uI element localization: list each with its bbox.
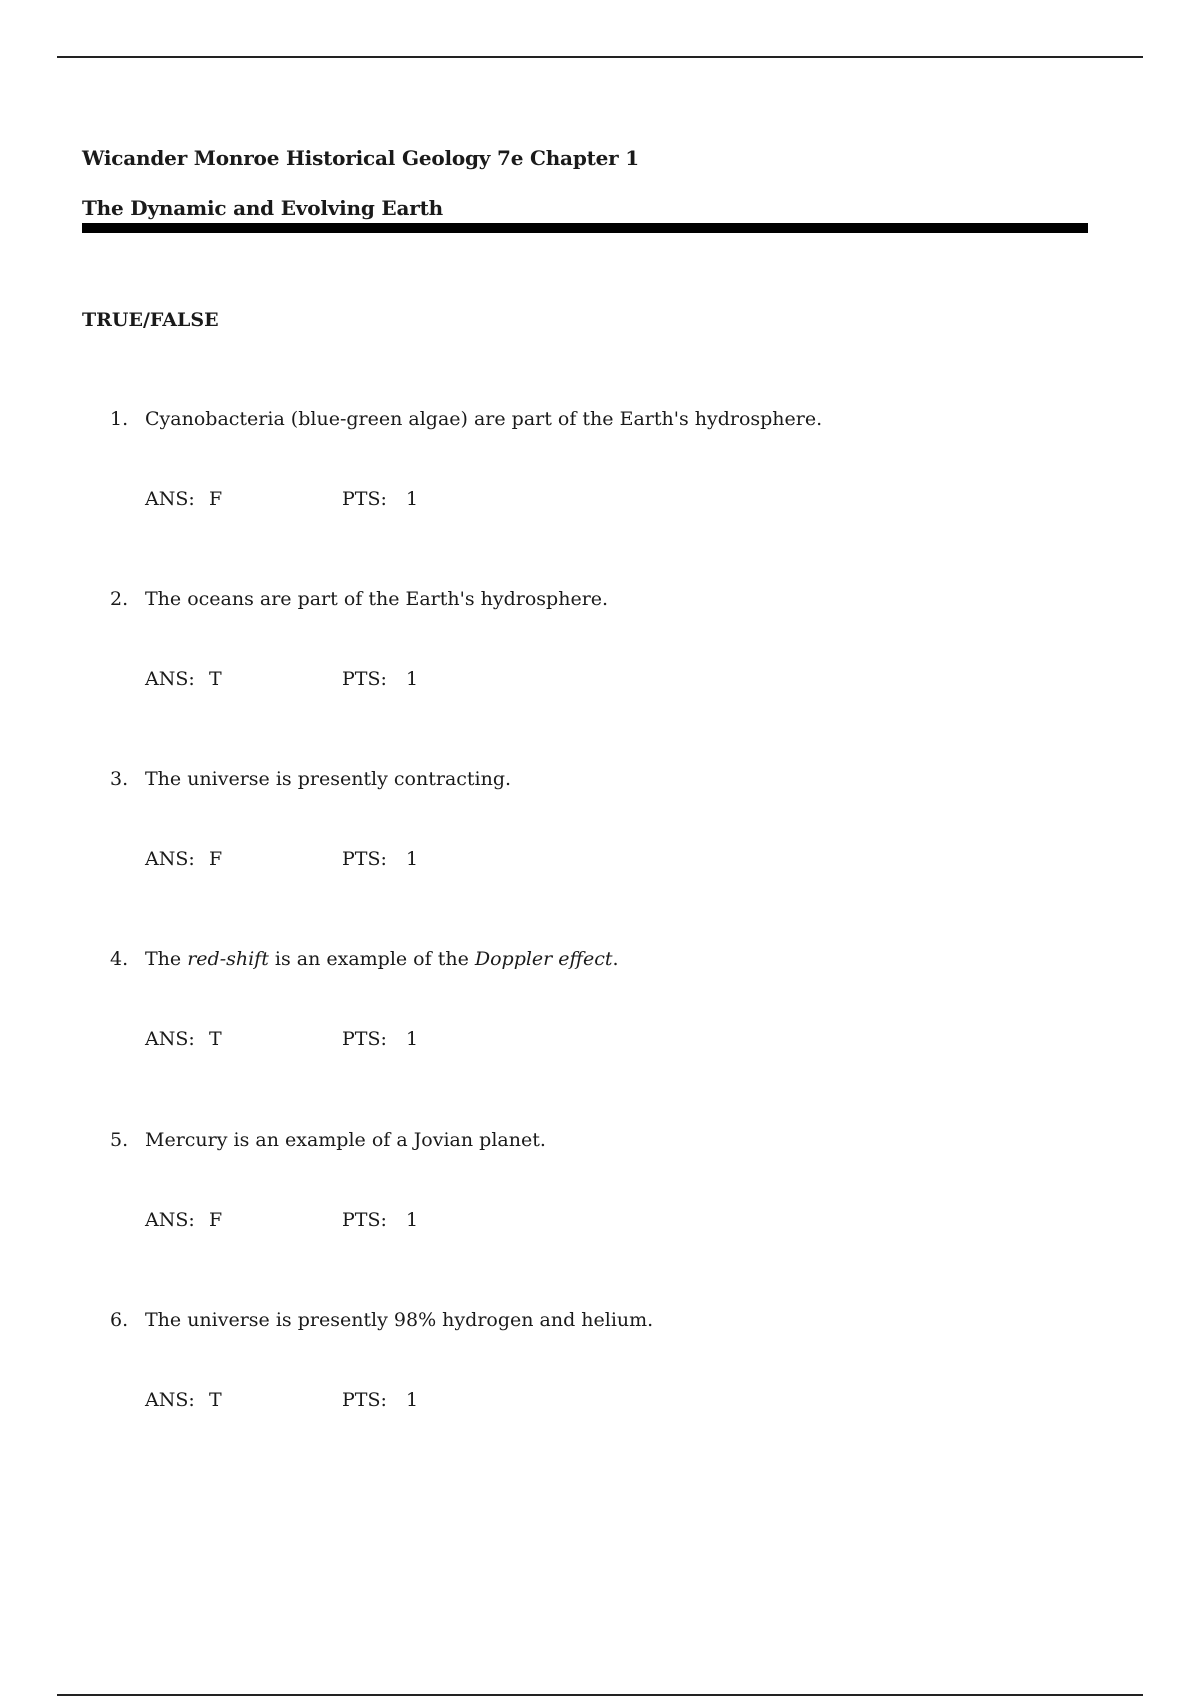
question-text: The oceans are part of the Earth's hydrosphere. <box>145 588 609 610</box>
points-label: PTS: <box>342 668 387 690</box>
answer-value: F <box>209 1209 223 1231</box>
question-text: The red-shift is an example of the Doppler effect. <box>145 948 619 970</box>
title-underline-bar <box>82 223 1088 233</box>
document-subtitle: The Dynamic and Evolving Earth <box>82 196 443 220</box>
points-value: 1 <box>406 668 419 690</box>
answer-row <box>145 848 418 870</box>
points-value: 1 <box>406 488 419 510</box>
answer-row <box>145 668 418 690</box>
answer-row <box>145 1028 418 1050</box>
answer-value: T <box>209 1028 222 1050</box>
term-red-shift: red-shift <box>187 948 269 970</box>
answer-label: ANS: <box>145 1028 195 1050</box>
answer-label: ANS: <box>145 1209 195 1231</box>
points-value: 1 <box>406 1209 419 1231</box>
question-item <box>110 588 1110 708</box>
document-title: Wicander Monroe Historical Geology 7e Chapter 1 <box>82 146 639 170</box>
question-item <box>110 408 1110 528</box>
question-text: The universe is presently contracting. <box>145 768 512 790</box>
answer-value: T <box>209 668 222 690</box>
question-text: Cyanobacteria (blue-green algae) are part of the Earth's hydrosphere. <box>145 408 823 430</box>
question-number: 4. <box>110 948 129 970</box>
question-item <box>110 1309 1110 1429</box>
points-value: 1 <box>406 848 419 870</box>
answer-label: ANS: <box>145 668 195 690</box>
answer-row <box>145 1389 418 1411</box>
points-value: 1 <box>406 1389 419 1411</box>
term-doppler-effect: Doppler effect <box>474 948 613 970</box>
answer-row <box>145 1209 418 1231</box>
points-label: PTS: <box>342 1209 387 1231</box>
question-item <box>110 948 1110 1068</box>
question-item <box>110 768 1110 888</box>
question-number: 3. <box>110 768 129 790</box>
answer-label: ANS: <box>145 848 195 870</box>
points-label: PTS: <box>342 1389 387 1411</box>
question-number: 2. <box>110 588 129 610</box>
points-label: PTS: <box>342 488 387 510</box>
answer-value: T <box>209 1389 222 1411</box>
question-text: Mercury is an example of a Jovian planet. <box>145 1129 546 1151</box>
section-heading: TRUE/FALSE <box>82 309 219 331</box>
points-label: PTS: <box>342 848 387 870</box>
question-number: 6. <box>110 1309 129 1331</box>
question-text: The universe is presently 98% hydrogen and helium. <box>145 1309 654 1331</box>
answer-label: ANS: <box>145 488 195 510</box>
top-rule <box>57 56 1143 58</box>
question-item <box>110 1129 1110 1249</box>
question-number: 1. <box>110 408 129 430</box>
points-label: PTS: <box>342 1028 387 1050</box>
answer-row <box>145 488 418 510</box>
answer-label: ANS: <box>145 1389 195 1411</box>
points-value: 1 <box>406 1028 419 1050</box>
question-number: 5. <box>110 1129 129 1151</box>
answer-value: F <box>209 488 223 510</box>
answer-value: F <box>209 848 223 870</box>
bottom-rule <box>57 1694 1143 1696</box>
